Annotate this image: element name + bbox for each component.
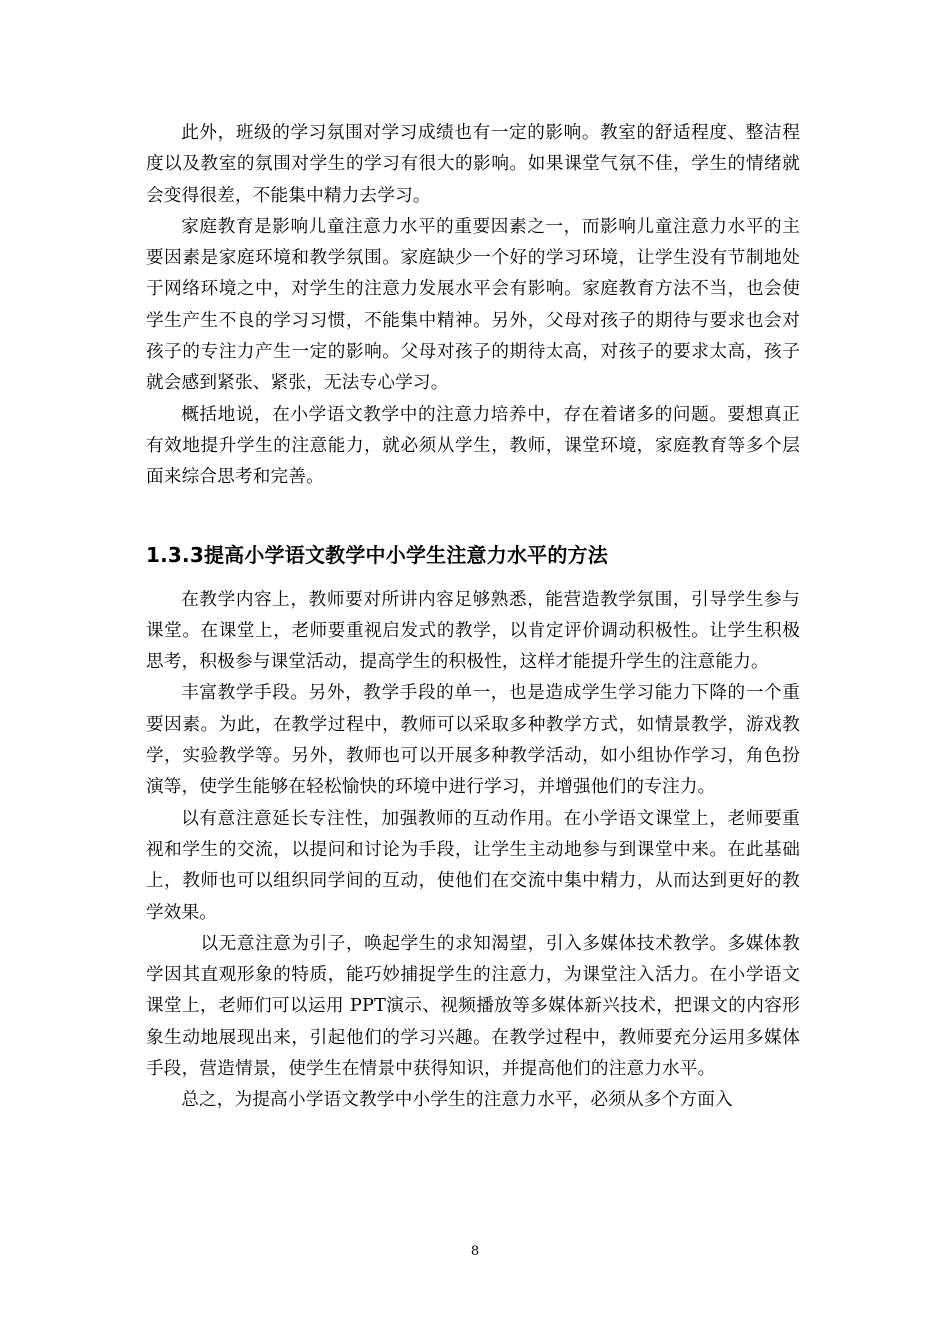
paragraph-classroom-atmosphere: 此外，班级的学习氛围对学习成绩也有一定的影响。教室的舒适程度、整洁程度以及教室的氛围对学生的学习有很大的影响。如果课堂气氛不佳，学生的情绪就会变得很差，不能集中精力去学习。 xyxy=(146,123,800,206)
section-heading: 1.3.3提高小学语文教学中小学生注意力水平的方法 xyxy=(146,542,608,567)
paragraph-summary-problems: 概括地说，在小学语文教学中的注意力培养中，存在着诸多的问题。要想真正有效地提升学生的注意能力，就必须从学生，教师，课堂环境，家庭教育等多个层面来综合思考和完善。 xyxy=(146,404,800,488)
paragraph-conclusion: 总之，为提高小学语文教学中小学生的注意力水平，必须从多个方面入 xyxy=(181,1090,733,1111)
page-number: 8 xyxy=(470,1244,480,1259)
document-page xyxy=(146,118,800,1117)
paragraph-family-education: 家庭教育是影响儿童注意力水平的重要因素之一，而影响儿童注意力水平的主要因素是家庭环境和教学氛围。家庭缺少一个好的学习环境，让学生没有节制地处于网络环境之中，对学生的注意力发展水平会有影响。家庭教育方法不当，也会使学生产生不良的学习习惯，不能集中精神。另外，父母对孩子的期待与要求也会对孩子的专注力产生一定的影响。父母对孩子的期待太高，对孩子的要求太高，孩子就会感到紧张、紧张，无法专心学习。 xyxy=(146,216,800,394)
paragraph-intentional-attention: 以有意注意延长专注性，加强教师的互动作用。在小学语文课堂上，老师要重视和学生的交流，以提问和讨论为手段，让学生主动地参与到课堂中来。在此基础上，教师也可以组织同学间的互动，使他们在交流中集中精力，从而达到更好的教学效果。 xyxy=(146,808,800,923)
paragraph-teaching-methods: 丰富教学手段。另外，教学手段的单一，也是造成学生学习能力下降的一个重要因素。为此，在教学过程中，教师可以采取多种教学方式，如情景教学，游戏教学，实验教学等。另外，教师也可以开展多种教学活动，如小组协作学习，角色扮演等，使学生能够在轻松愉快的环境中进行学习，并增强他们的专注力。 xyxy=(146,683,800,798)
paragraph-teaching-content: 在教学内容上，教师要对所讲内容足够熟悉，能营造教学氛围，引导学生参与课堂。在课堂上，老师要重视启发式的教学，以肯定评价调动积极性。让学生积极思考，积极参与课堂活动，提高学生的积极性，这样才能提升学生的注意能力。 xyxy=(146,589,800,673)
paragraph-multimedia: 以无意注意为引子，唤起学生的求知渴望，引入多媒体技术教学。多媒体教学因其直观形象的特质，能巧妙捕捉学生的注意力，为课堂注入活力。在小学语文课堂上，老师们可以运用 PPT演示、视频播放等多媒体新兴技术，把课文的内容形象生动地展现出来，引起他们的学习兴趣。在教学过程中，教师要充分运用多媒体手段，营造情景，使学生在情景中获得知识，并提高他们的注意力水平。 xyxy=(146,933,800,1080)
